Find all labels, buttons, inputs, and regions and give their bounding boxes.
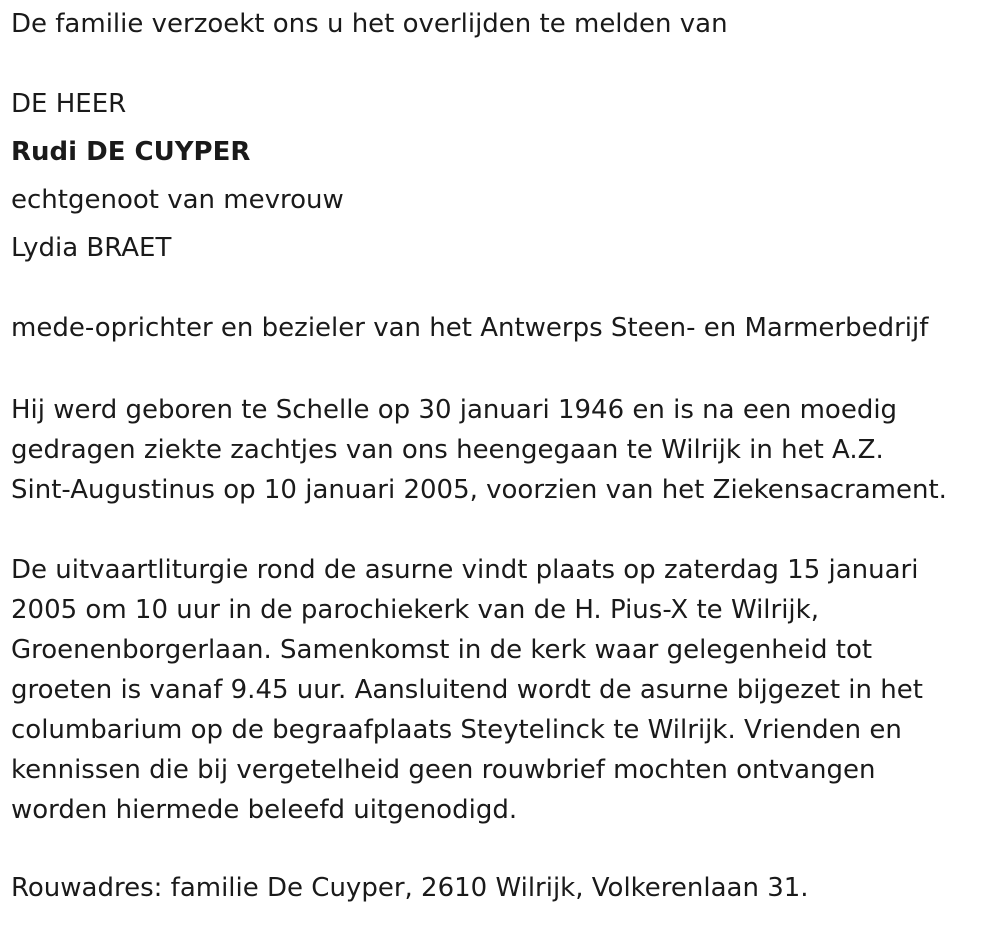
paragraph-line: 2005 om 10 uur in de parochiekerk van de H. Pius-X te Wilrijk, <box>11 595 819 625</box>
paragraph-line: groeten is vanaf 9.45 uur. Aansluitend wordt de asurne bijgezet in het <box>11 675 923 705</box>
paragraph-line: columbarium op de begraafplaats Steytelinck te Wilrijk. Vrienden en <box>11 715 902 745</box>
paragraph-line: Groenenborgerlaan. Samenkomst in de kerk waar gelegenheid tot <box>11 635 873 665</box>
funeral-paragraph <box>11 550 923 830</box>
paragraph-line: gedragen ziekte zachtjes van ons heengegaan te Wilrijk in het A.Z. <box>11 435 884 465</box>
spouse-name: Lydia BRAET <box>11 233 172 263</box>
paragraph-line: worden hiermede beleefd uitgenodigd. <box>11 795 518 825</box>
paragraph-line: kennissen die bij vergetelheid geen rouwbrief mochten ontvangen <box>11 755 876 785</box>
intro-text: De familie verzoekt ons u het overlijden te melden van <box>11 9 728 39</box>
paragraph-line: De uitvaartliturgie rond de asurne vindt plaats op zaterdag 15 januari <box>11 555 919 585</box>
mourning-address: Rouwadres: familie De Cuyper, 2610 Wilrijk, Volkerenlaan 31. <box>11 873 809 903</box>
birth-paragraph <box>11 390 947 510</box>
role-text: mede-oprichter en bezieler van het Antwerps Steen- en Marmerbedrijf <box>11 313 929 343</box>
relation-text: echtgenoot van mevrouw <box>11 185 344 215</box>
paragraph-line: Hij werd geboren te Schelle op 30 januari 1946 en is na een moedig <box>11 395 898 425</box>
deceased-name: Rudi DE CUYPER <box>11 137 251 167</box>
honorific: DE HEER <box>11 89 127 119</box>
paragraph-line: Sint-Augustinus op 10 januari 2005, voorzien van het Ziekensacrament. <box>11 475 947 505</box>
